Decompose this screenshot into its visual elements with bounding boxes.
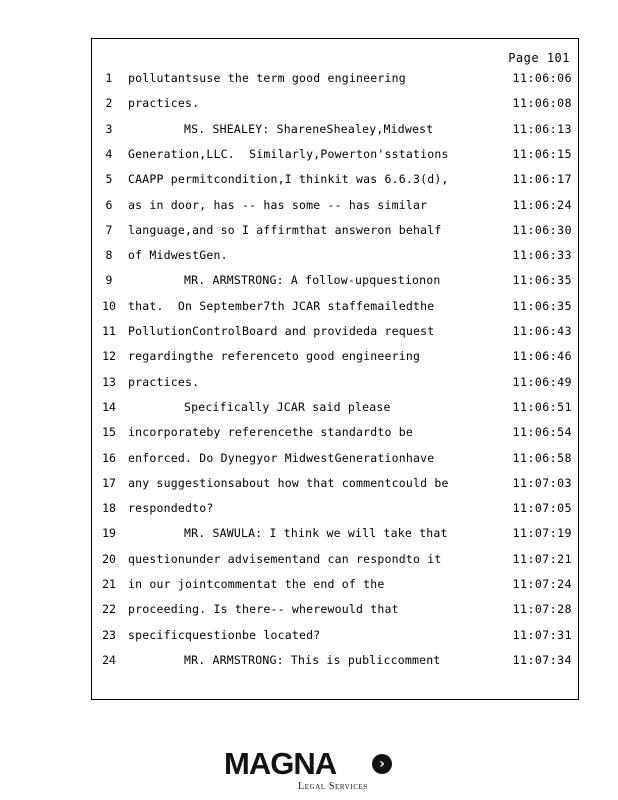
magna-logo [224, 748, 404, 792]
line-number: 15 [102, 425, 116, 440]
line-timestamp: 11:06:54 [512, 425, 572, 440]
line-number: 18 [102, 501, 116, 516]
line-number: 6 [105, 197, 113, 212]
line-text: practices. [128, 96, 200, 111]
transcript-line [92, 552, 578, 572]
line-number: 8 [105, 248, 113, 263]
line-number: 10 [102, 298, 116, 313]
line-text: of MidwestGen. [128, 248, 228, 263]
line-number: 20 [102, 551, 116, 566]
transcript-line [92, 451, 578, 471]
line-text: incorporateby referencethe standardto be [128, 425, 413, 440]
line-number: 5 [105, 172, 113, 187]
line-text: practices. [128, 374, 200, 389]
transcript-line [92, 526, 578, 546]
transcript-line [92, 223, 578, 243]
transcript-line [92, 122, 578, 142]
transcript-line [92, 501, 578, 521]
transcript-line [92, 476, 578, 496]
line-timestamp: 11:06:49 [512, 374, 572, 389]
line-number: 1 [105, 71, 113, 85]
line-text: that. On September7th JCAR staffemailedthe [128, 298, 435, 313]
transcript-line [92, 577, 578, 597]
line-number: 4 [105, 146, 113, 161]
line-timestamp: 11:06:35 [512, 298, 572, 313]
transcript-line [92, 375, 578, 395]
line-text: specificquestionbe located? [128, 627, 321, 642]
line-number: 9 [105, 273, 113, 288]
line-timestamp: 11:06:30 [512, 222, 572, 237]
line-text: MR. SAWULA: I think we will take that [184, 526, 448, 541]
line-text: PollutionControlBoard and provideda request [128, 324, 435, 338]
line-text: respondedto? [128, 501, 214, 516]
line-timestamp: 11:06:13 [512, 121, 572, 136]
page-number: Page 101 [508, 51, 570, 65]
transcript-line [92, 425, 578, 445]
line-timestamp: 11:06:08 [512, 96, 572, 111]
line-text: as in door, has -- has some -- has similar [128, 197, 428, 212]
transcript-line [92, 653, 578, 673]
line-number: 23 [102, 627, 116, 642]
line-timestamp: 11:07:31 [512, 627, 572, 642]
line-timestamp: 11:07:19 [512, 526, 572, 541]
line-text: in our jointcommentat the end of the [128, 577, 385, 591]
line-number: 22 [102, 602, 116, 617]
transcript-line [92, 628, 578, 648]
line-timestamp: 11:07:28 [512, 602, 572, 617]
transcript-line [92, 147, 578, 167]
line-number: 3 [105, 121, 113, 136]
transcript-page [91, 38, 579, 700]
transcript-line [92, 349, 578, 369]
line-number: 17 [102, 475, 116, 490]
line-timestamp: 11:07:05 [512, 501, 572, 516]
line-timestamp: 11:06:33 [512, 248, 572, 263]
transcript-line [92, 273, 578, 293]
line-timestamp: 11:06:15 [512, 146, 572, 161]
line-text: questionunder advisementand can respondto it [128, 551, 442, 566]
line-timestamp: 11:06:35 [512, 273, 572, 288]
transcript-line [92, 400, 578, 420]
line-text: any suggestionsabout how that commentcould be [128, 475, 449, 490]
line-number: 19 [102, 526, 116, 541]
line-timestamp: 11:06:43 [512, 324, 572, 338]
line-text: proceeding. Is there-- wherewould that [128, 602, 399, 617]
line-text: Generation,LLC. Similarly,Powerton'sstations [128, 146, 449, 161]
line-timestamp: 11:06:51 [512, 399, 572, 414]
line-number: 2 [105, 96, 113, 111]
line-number: 24 [102, 652, 116, 667]
transcript-line [92, 198, 578, 218]
line-timestamp: 11:06:06 [512, 71, 572, 85]
transcript-line [92, 299, 578, 319]
line-text: enforced. Do Dynegyor MidwestGenerationhave [128, 450, 435, 465]
transcript-line [92, 96, 578, 116]
line-text: MR. ARMSTRONG: This is publiccomment [184, 652, 441, 667]
line-timestamp: 11:06:58 [512, 450, 572, 465]
line-number: 11 [102, 324, 116, 338]
line-text: CAAPP permitcondition,I thinkit was 6.6.3(d), [128, 172, 449, 187]
line-text: MS. SHEALEY: ShareneShealey,Midwest [184, 121, 434, 136]
line-number: 14 [102, 399, 116, 414]
logo-subtitle: Legal Services [298, 781, 368, 792]
line-number: 7 [105, 222, 113, 237]
line-number: 12 [102, 349, 116, 364]
transcript-line [92, 172, 578, 192]
chevron-right-icon: › [372, 754, 392, 774]
line-timestamp: 11:06:46 [512, 349, 572, 364]
line-text: pollutantsuse the term good engineering [128, 71, 406, 85]
transcript-line [92, 71, 578, 91]
line-timestamp: 11:07:03 [512, 475, 572, 490]
line-timestamp: 11:06:24 [512, 197, 572, 212]
transcript-line [92, 248, 578, 268]
line-timestamp: 11:07:34 [512, 652, 572, 667]
line-timestamp: 11:07:21 [512, 551, 572, 566]
line-text: regardingthe referenceto good engineering [128, 349, 421, 364]
line-number: 16 [102, 450, 116, 465]
line-timestamp: 11:07:24 [512, 577, 572, 591]
logo-wordmark: MAGNA [224, 746, 337, 781]
line-number: 21 [102, 577, 116, 591]
transcript-line [92, 602, 578, 622]
line-text: Specifically JCAR said please [184, 399, 391, 414]
line-timestamp: 11:06:17 [512, 172, 572, 187]
transcript-line [92, 324, 578, 344]
line-text: MR. ARMSTRONG: A follow-upquestionon [184, 273, 441, 288]
line-text: language,and so I affirmthat answeron behalf [128, 222, 442, 237]
line-number: 13 [102, 374, 116, 389]
